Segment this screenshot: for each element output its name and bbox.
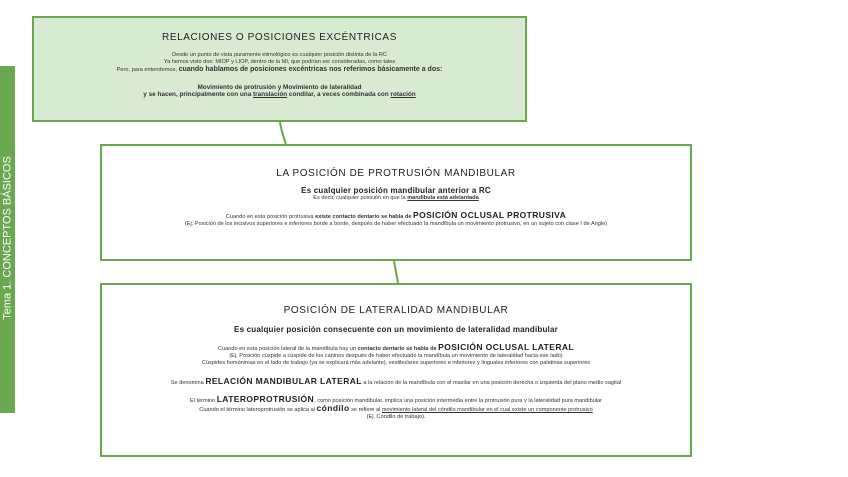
- box3-line1-pre: Cuando en esta posición lateral de la mandíbula hay un: [218, 346, 358, 352]
- sidebar-tab: [0, 66, 15, 413]
- connector-2-3: [394, 261, 398, 283]
- laterality-position-box: [100, 283, 692, 457]
- box3-line2: (Ej. Posición cúspide a cúspide de los caninos después de haber efectuado la mandíbula un movimiento de lateralidad hacia ese lado): [229, 353, 563, 360]
- box3-line1: [102, 344, 690, 353]
- connector-1-2: [280, 122, 286, 144]
- box1-mov-pre: y se hacen, principalmente con una: [143, 90, 254, 98]
- box3-title: POSICIÓN DE LATERALIDAD MANDIBULAR: [283, 305, 509, 316]
- rotation-link[interactable]: rotación: [390, 90, 416, 98]
- translation-link[interactable]: translación: [253, 90, 288, 98]
- excentric-positions-box: [32, 16, 527, 122]
- box2-line2-bold: existe contacto dentario se habla de: [315, 214, 412, 221]
- box3-line4: [102, 375, 690, 387]
- protrusive-occlusal-position: POSICIÓN OCLUSAL PROTRUSIVA: [413, 210, 567, 221]
- box1-mov-mid: condilar, a veces combinada con: [287, 90, 391, 98]
- box3-line3: Cúspides homónimas en el lado de trabajo (ya se explicará más adelante), vestibulares superiores e inferiores y linguales inferiores con palatinas superiores: [201, 360, 591, 367]
- sidebar-label: Tema 1. CONCEPTOS BÁSICOS: [1, 156, 14, 320]
- box3-line4-pre: Se denomina: [170, 379, 206, 386]
- box1-movements-line: [34, 91, 525, 98]
- box2-subtitle: Es cualquier posición mandibular anterior a RC: [301, 186, 491, 195]
- box3-line5-post: , como posición mandibular, implica una posición intermedia entre la protrusión pura y la lateralidad pura mandibular: [314, 397, 603, 404]
- condyle-movement-link[interactable]: movimiento lateral del cóndilo mandibular en el cual existe un componente protrusivo: [381, 407, 593, 414]
- box1-line3: [34, 66, 525, 74]
- box3-line6: [102, 405, 690, 414]
- box1-line3-pre: Pero, para entendernos,: [116, 67, 179, 74]
- box1-line2: Ya hemos visto dos: MIOP y LIOP, dentro de la MI, que podrían ser consideradas, como tales: [163, 59, 396, 66]
- box2-title: LA POSICIÓN DE PROTRUSIÓN MANDIBULAR: [276, 168, 516, 179]
- box2-line1: [102, 195, 690, 202]
- box2-line2-pre: Cuando en esta posición protrusiva: [225, 214, 316, 221]
- box2-line3: (Ej. Posición de los incisivos superiores e inferiores borde a borde, después de haber efectuado la mandíbula un movimiento protrusivo, en un sujeto con clase I de Angle): [184, 221, 608, 228]
- condyle-term: cóndilo: [316, 403, 350, 414]
- box1-line1: Desde un punto de vista puramente etimológico es cualquier posición distinta de la RC: [172, 52, 387, 58]
- protrusion-position-box: [100, 144, 692, 261]
- box3-line4-post: a la relación de la mandíbula con el maxilar en una posición derecha o izquierda del plano medio sagital: [361, 379, 622, 386]
- box1-title: RELACIONES O POSICIONES EXCÉNTRICAS: [162, 32, 397, 43]
- box1-line3-bold: cuando hablamos de posiciones excéntricas nos referimos básicamente a dos:: [178, 66, 443, 74]
- box3-line7: (Ej. Cóndilo de trabajo).: [366, 414, 426, 421]
- box3-line5-pre: El término: [189, 397, 217, 404]
- lateral-occlusal-position: POSICIÓN OCLUSAL LATERAL: [438, 342, 574, 352]
- lateral-mandibular-relation: RELACIÓN MANDIBULAR LATERAL: [205, 375, 362, 386]
- box2-line1-pre: Es decir, cualquier posición en que la: [313, 195, 408, 201]
- box3-line1-bold: contacto dentario se habla de: [357, 346, 437, 352]
- lateroprotrusion-term: LATEROPROTRUSIÓN: [216, 393, 315, 404]
- box3-line5: [102, 393, 690, 405]
- box3-subtitle: Es cualquier posición consecuente con un movimiento de lateralidad mandibular: [234, 325, 558, 334]
- box3-line6-mid: se refiere al: [349, 407, 382, 414]
- mandible-forward-link[interactable]: mandíbula está adelantada: [407, 195, 479, 201]
- box2-line2: [102, 212, 690, 221]
- box1-movements-title: Movimiento de protrusión y Movimiento de lateralidad: [197, 83, 362, 91]
- box3-line6-pre: Cuando el término lateroprotrusión se aplica al: [199, 407, 317, 414]
